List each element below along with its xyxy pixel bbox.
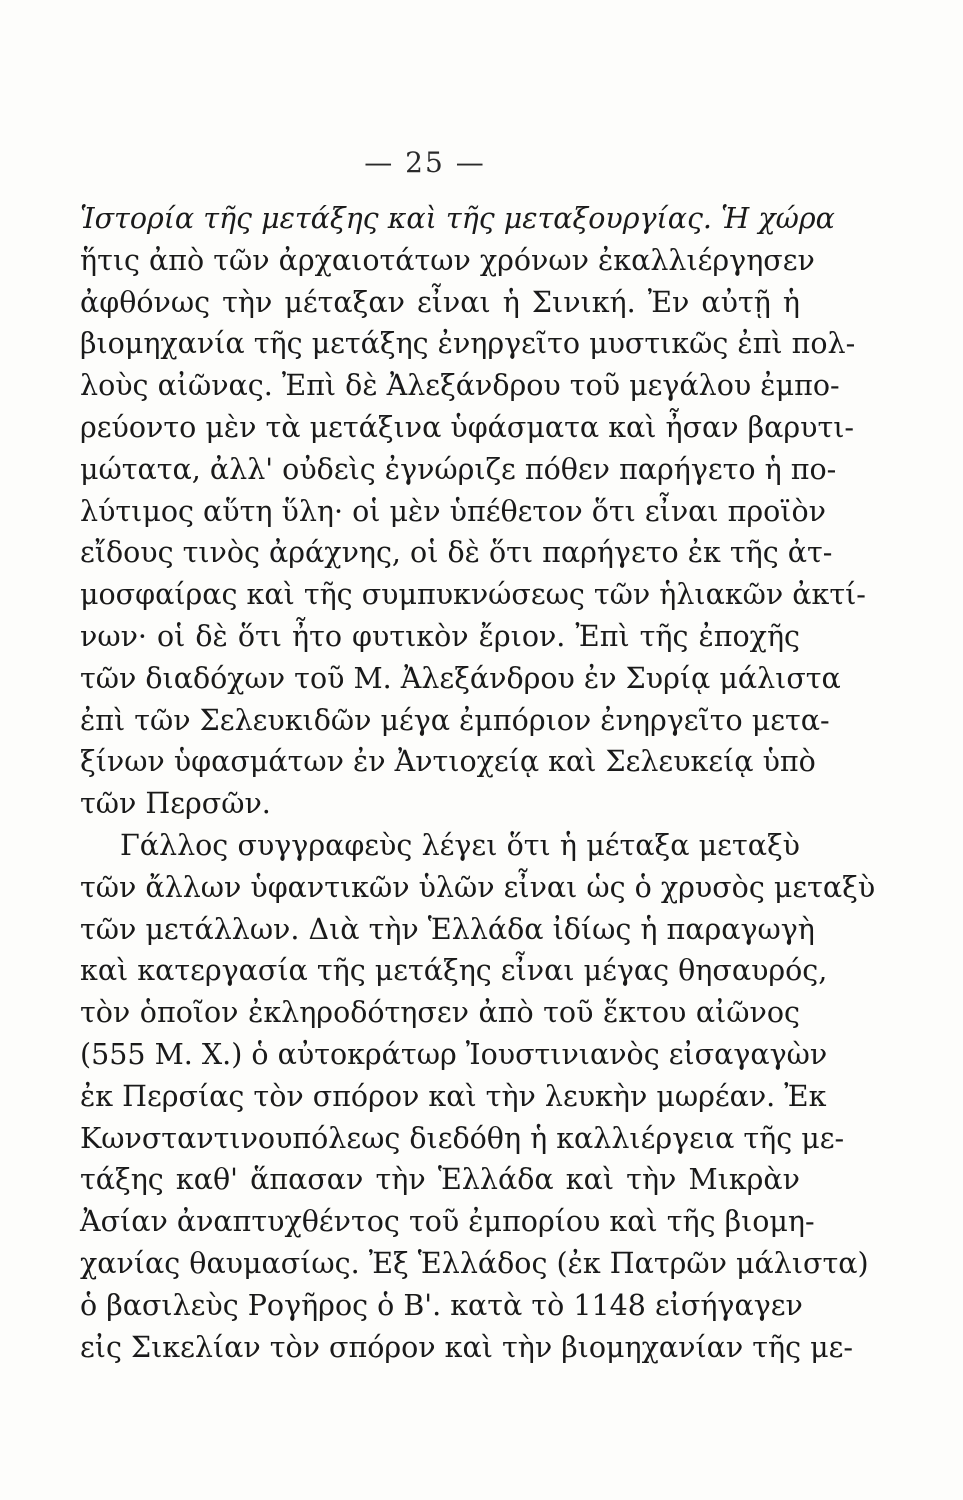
body-text xyxy=(80,198,876,1368)
text-line: ἐπὶ τῶν Σελευκιδῶν μέγα ἐμπόριον ἐνηργεῖτο μετα- xyxy=(80,703,830,737)
text-line: τὸν ὁποῖον ἐκληροδότησεν ἀπὸ τοῦ ἕκτου αἰῶνος xyxy=(80,996,800,1030)
text-line: ρεύοντο μὲν τὰ μετάξινα ὑφάσματα καὶ ἦσαν βαρυτι- xyxy=(80,410,855,444)
text-line: λύτιμος αὕτη ὕλη· οἱ μὲν ὑπέθετον ὅτι εἶναι προϊὸν xyxy=(80,494,826,528)
text-line: τῶν διαδόχων τοῦ Μ. Ἀλεξάνδρου ἐν Συρίᾳ μάλιστα xyxy=(80,661,841,695)
text-line: Γάλλος συγγραφεὺς λέγει ὅτι ἡ μέταξα μεταξὺ xyxy=(120,828,800,862)
text-line: Ἱστορία τῆς μετάξης καὶ τῆς μεταξουργίας. Ἡ χώρα xyxy=(80,202,835,235)
text-line: εἴδους τινὸς ἀράχνης, οἱ δὲ ὅτι παρήγετο ἐκ τῆς ἀτ- xyxy=(80,536,833,570)
text-line: τῶν ἄλλων ὑφαντικῶν ὑλῶν εἶναι ὡς ὁ χρυσὸς μεταξὺ xyxy=(80,870,876,904)
text-line: ἥτις ἀπὸ τῶν ἀρχαιοτάτων χρόνων ἐκαλλιέργησεν xyxy=(80,243,815,277)
text-line: καὶ κατεργασία τῆς μετάξης εἶναι μέγας θησαυρός, xyxy=(80,954,828,988)
text-line: ξίνων ὑφασμάτων ἐν Ἀντιοχείᾳ καὶ Σελευκείᾳ ὑπὸ xyxy=(80,745,816,779)
text-line: μοσφαίρας καὶ τῆς συμπυκνώσεως τῶν ἡλιακῶν ἀκτί- xyxy=(80,578,866,612)
text-line: Ἀσίαν ἀναπτυχθέντος τοῦ ἐμπορίου καὶ τῆς βιομη- xyxy=(80,1205,815,1239)
text-line: νων· οἱ δὲ ὅτι ἦτο φυτικὸν ἔριον. Ἐπὶ τῆς ἐποχῆς xyxy=(80,619,800,653)
text-line: λοὺς αἰῶνας. Ἐπὶ δὲ Ἀλεξάνδρου τοῦ μεγάλου ἐμπο- xyxy=(80,369,840,403)
page-number: — 25 — xyxy=(364,146,486,179)
text-line: χανίας θαυμασίως. Ἐξ Ἑλλάδος (ἐκ Πατρῶν μάλιστα) xyxy=(80,1246,869,1280)
text-line: ἀφθόνως τὴν μέταξαν εἶναι ἡ Σινική. Ἐν αὐτῇ ἡ xyxy=(80,285,800,319)
text-line: τάξης καθ' ἅπασαν τὴν Ἑλλάδα καὶ τὴν Μικρὰν xyxy=(80,1163,800,1197)
text-line: ὁ βασιλεὺς Ρογῆρος ὁ Β'. κατὰ τὸ 1148 εἰσήγαγεν xyxy=(80,1288,803,1322)
text-line: τῶν μετάλλων. Διὰ τὴν Ἑλλάδα ἰδίως ἡ παραγωγὴ xyxy=(80,912,815,946)
text-line: Κωνσταντινουπόλεως διεδόθη ἡ καλλιέργεια τῆς με- xyxy=(80,1121,845,1155)
text-line: μώτατα, ἀλλ' οὐδεὶς ἐγνώριζε πόθεν παρήγετο ἡ πο- xyxy=(80,452,837,486)
text-line: (555 Μ. Χ.) ὁ αὐτοκράτωρ Ἰουστινιανὸς εἰσαγαγὼν xyxy=(80,1037,828,1071)
text-line: εἰς Σικελίαν τὸν σπόρον καὶ τὴν βιομηχανίαν τῆς με- xyxy=(80,1330,854,1364)
text-line: ἐκ Περσίας τὸν σπόρον καὶ τὴν λευκὴν μωρέαν. Ἐκ xyxy=(80,1079,827,1113)
text-line: βιομηχανία τῆς μετάξης ἐνηργεῖτο μυστικῶς ἐπὶ πολ- xyxy=(80,327,856,361)
text-line: τῶν Περσῶν. xyxy=(80,787,271,821)
